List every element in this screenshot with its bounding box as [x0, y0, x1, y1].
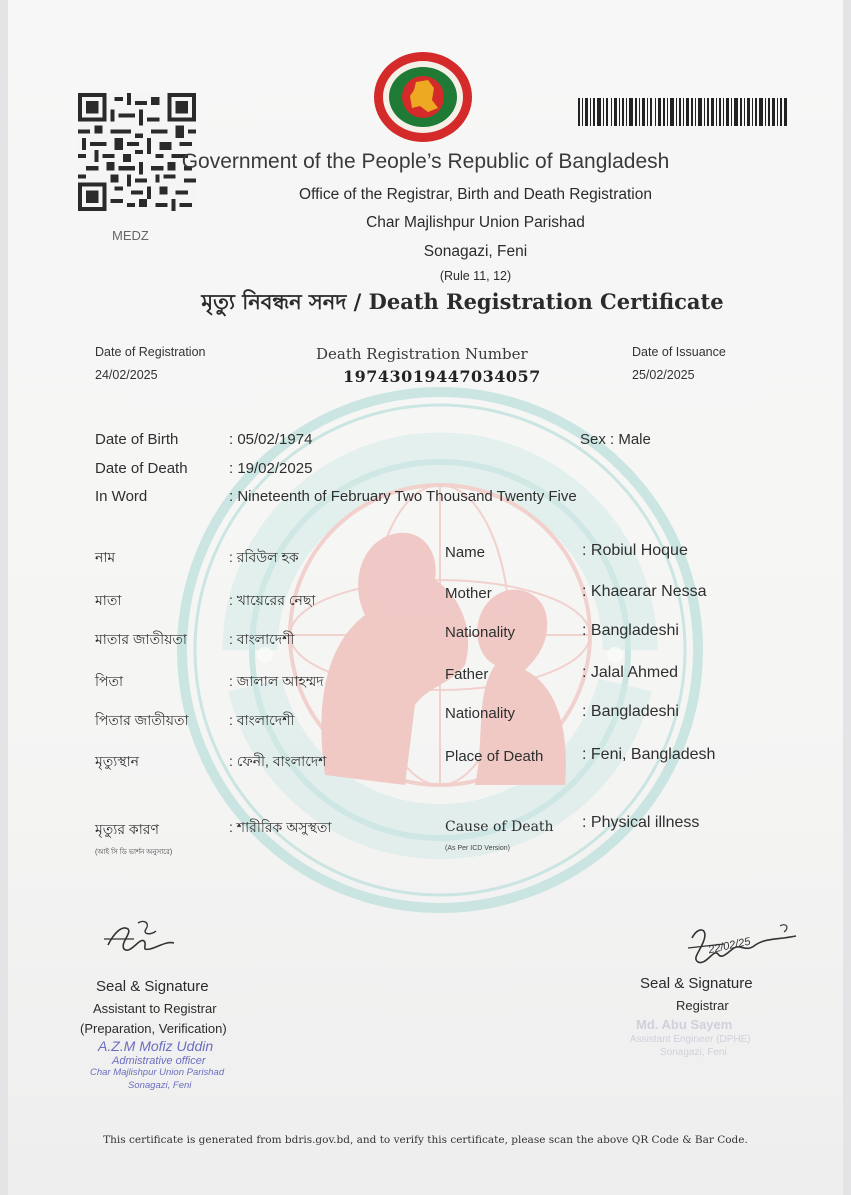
bn-mother-nationality-value: : বাংলাদেশী [229, 631, 295, 647]
in-word-label: In Word [95, 488, 148, 505]
en-cause-note: (As Per ICD Version) [445, 845, 510, 852]
bn-place-of-death-value: : ফেনী, বাংলাদেশ [229, 753, 327, 769]
left-signature-role: Assistant to Registrar [93, 1001, 217, 1016]
en-cause-of-death-value: : Physical illness [582, 814, 700, 831]
dod-value: : 19/02/2025 [229, 460, 313, 477]
bn-mother-value: : খায়েরের নেছা [229, 592, 316, 608]
bn-cause-of-death-value: : শারীরিক অসুস্থতা [229, 819, 332, 835]
left-seal-signature-title: Seal & Signature [96, 978, 209, 995]
qr-code-label: MEDZ [112, 228, 149, 243]
date-of-registration-label: Date of Registration [95, 345, 206, 359]
office-heading: Office of the Registrar, Birth and Death Registration [299, 186, 652, 203]
union-heading: Char Majlishpur Union Parishad [366, 214, 585, 231]
verification-footer: This certificate is generated from bdris.gov.bd, and to verify this certificate, please scan the above QR Code & Bar Code. [103, 1134, 748, 1146]
en-mother-value: : Khaearar Nessa [582, 583, 707, 600]
en-name-value: : Robiul Hoque [582, 542, 688, 559]
en-place-of-death-value: : Feni, Bangladesh [582, 746, 716, 763]
right-signature-role: Registrar [676, 998, 729, 1013]
registrar-handwritten-date: 22/02/25 [707, 935, 752, 957]
registration-number-label: Death Registration Number [316, 345, 528, 363]
en-cause-of-death-label: Cause of Death [445, 819, 554, 835]
right-stamp-designation: Assistant Engineer (DPHE) [630, 1034, 751, 1045]
barcode [578, 98, 788, 126]
bn-cause-of-death-label: মৃত্যুর কারণ [95, 821, 159, 837]
rule-reference: (Rule 11, 12) [439, 269, 512, 283]
bn-mother-label: মাতা [95, 592, 122, 608]
date-of-registration-value: 24/02/2025 [95, 368, 158, 382]
left-stamp-location: Sonagazi, Feni [128, 1080, 192, 1091]
bn-name-label: নাম [95, 549, 116, 565]
dob-value: : 05/02/1974 [229, 431, 313, 448]
dod-label: Date of Death [95, 460, 188, 477]
left-stamp-name: A.Z.M Mofiz Uddin [98, 1038, 214, 1054]
en-mother-label: Mother [445, 585, 492, 602]
en-mother-nationality-value: : Bangladeshi [582, 622, 679, 639]
en-father-nationality-value: : Bangladeshi [582, 703, 679, 720]
certificate-title: মৃত্যু নিবন্ধন সনদ / Death Registration Certificate [201, 289, 724, 314]
left-stamp-office: Char Majlishpur Union Parishad [90, 1067, 225, 1078]
date-of-issuance-value: 25/02/2025 [632, 368, 695, 382]
right-seal-signature-title: Seal & Signature [640, 975, 753, 992]
bn-father-nationality-label: পিতার জাতীয়তা [95, 712, 189, 728]
en-father-label: Father [445, 666, 489, 683]
en-mother-nationality-label: Nationality [445, 624, 516, 641]
bn-father-nationality-value: : বাংলাদেশী [229, 712, 295, 728]
registration-number-value: 19743019447034057 [343, 367, 541, 386]
right-stamp-name: Md. Abu Sayem [636, 1017, 733, 1032]
en-name-label: Name [445, 544, 486, 561]
assistant-registrar-signature [100, 915, 180, 957]
upazila-heading: Sonagazi, Feni [423, 243, 528, 260]
right-stamp-location: Sonagazi, Feni [660, 1047, 727, 1058]
left-signature-note: (Preparation, Verification) [80, 1021, 227, 1036]
government-emblem [372, 50, 474, 144]
bn-place-of-death-label: মৃত্যুস্থান [95, 753, 140, 769]
bn-father-value: : জালাল আহম্মদ [229, 673, 324, 689]
bn-cause-note: (আই সি ডি ভার্শন অনুসারে) [95, 849, 173, 856]
in-word-value: : Nineteenth of February Two Thousand Twenty Five [229, 488, 577, 505]
sex-value: Sex : Male [580, 431, 651, 448]
en-father-nationality-label: Nationality [445, 705, 516, 722]
bn-father-label: পিতা [95, 673, 124, 689]
en-father-value: : Jalal Ahmed [582, 664, 679, 681]
left-stamp-designation: Admistrative officer [112, 1055, 206, 1067]
bn-mother-nationality-label: মাতার জাতীয়তা [95, 631, 187, 647]
dob-label: Date of Birth [95, 431, 179, 448]
date-of-issuance-label: Date of Issuance [632, 345, 726, 359]
en-place-of-death-label: Place of Death [445, 748, 544, 765]
bn-name-value: : রবিউল হক [229, 549, 299, 565]
government-heading: Government of the People’s Republic of Bangladesh [181, 150, 670, 173]
